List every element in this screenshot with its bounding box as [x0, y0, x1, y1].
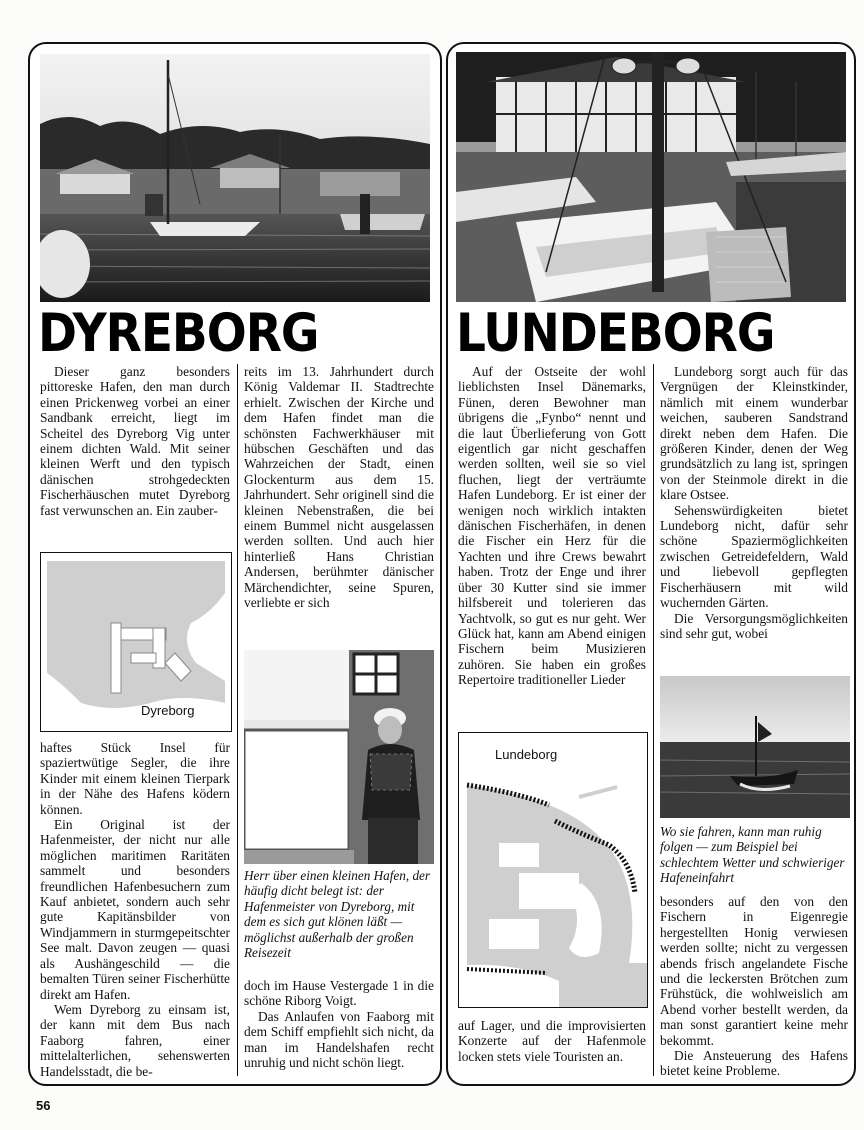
lundeborg-column-1-bottom [458, 1018, 646, 1064]
lundeborg-column-1-top [458, 364, 646, 688]
paragraph: Die Ansteuerung des Hafens bietet keine Probleme. [660, 1048, 848, 1079]
paragraph: Ein Original ist der Hafenmeister, der nicht nur alle möglichen maritimen Raritäten sammelt und besonders freundlichen Hafenbesuchern zum Kauf anbietet, sondern auch sehr gute Kapitänsbilder von Windjammern in sturmgepeitschter See malt. Davon zeugen — quasi als Aushängeschild — die bemalten Türen seiner Fischerhütte direkt am Hafen. [40, 817, 230, 1002]
paragraph: Wem Dyreborg zu einsam ist, der kann mit dem Bus nach Faaborg fahren, einer mittelalterlichen, sehenswerten Handelsstadt, die be- [40, 1001, 230, 1079]
paragraph: auf Lager, und die improvisierten Konzerte auf der Hafenmole locken stets viele Touristen an. [458, 1018, 646, 1064]
dyreborg-article [28, 42, 442, 1086]
harbor-master-photo [244, 650, 434, 864]
fishing-boat-caption: Wo sie fahren, kann man ruhig folgen — zum Beispiel bei schlechtem Wetter und schwieriger Hafeneinfahrt [660, 824, 845, 886]
dyreborg-column-1-top [40, 364, 230, 518]
paragraph: besonders auf den von den Fischern in Eigenregie hergestellten Honig verwiesen werden sollte; nicht zu vergessen abends frisch angelandete Fische und die leckersten Brötchen zum Frühstück, die wohlweislich am Abend vorher bestellt werden, da man sonst garantiert keine mehr bekommt. [660, 894, 848, 1048]
lundeborg-headline: LUNDEBORG [456, 302, 775, 365]
dyreborg-headline: DYREBORG [38, 302, 319, 365]
column-divider [653, 364, 654, 1076]
paragraph: Die Versorgungsmöglichkeiten sind sehr gut, wobei [660, 610, 848, 641]
paragraph: Sehenswürdigkeiten bietet Lundeborg nicht, dafür sehr schöne Spaziermöglichkeiten zwischen Getreidefeldern, Wald und liebevoll gepflegten Fischerhäusern mit wild wuchernden Gärten. [660, 502, 848, 611]
harbor-master-caption: Herr über einen kleinen Hafen, der häufig dicht belegt ist: der Hafenmeister von Dyreborg, mit dem es sich gut klönen läßt — möglichst außerhalb der großen Reisezeit [244, 868, 431, 961]
paragraph: doch im Hause Vestergade 1 in die schöne Riborg Voigt. [244, 978, 434, 1009]
lundeborg-article [446, 42, 856, 1086]
paragraph: Dieser ganz besonders pittoreske Hafen, den man durch einen Prickenweg vorbei an einer Sandbank erreicht, liegt im Scheitel des Dyreborg Vig unter einem dichten Wald. Mit seiner kleinen Werft und den typisch dänischen strohgedeckten Fischerhäuschen mutet Dyreborg fast verwunschen an. Ein zauber- [40, 364, 230, 518]
lundeborg-column-2-top [660, 364, 848, 641]
lundeborg-harbor-photo [456, 52, 846, 302]
dyreborg-map-label: Dyreborg [141, 703, 195, 718]
paragraph: haftes Stück Insel für spaziertwütige Segler, die ihre Kinder mit einem kleinen Tierpark in der Nähe des Hafens ködern können. [40, 740, 230, 817]
lundeborg-map [458, 732, 648, 1008]
dyreborg-map [40, 552, 232, 732]
paragraph: Auf der Ostseite der wohl lieblichsten Insel Dänemarks, Fünen, deren Bewohner man übrigens die „Fynbo“ nennt und die laut Überlieferung von Gott eigentlich gar nicht geschaffen werden sollten, weil sie so viel fluchen, liegt der verträumte Hafen Lundeborg. Er ist einer der wenigen noch wirklich intakten dänischen Fischerhäfen, in denen die Fischer ein Herz für die Yachten und ihre Crews bewahrt haben. Trotz der Enge und ihrer über 30 Kutter sind sie immer hilfsbereit und tolerieren das Yachtvolk, so gut es nur geht. Wer Glück hat, kann am Abend einigen Fischern beim Musizieren zuhören. Sie haben ein großes Repertoire traditioneller Lieder [458, 364, 646, 688]
dyreborg-column-2-top [244, 364, 434, 611]
page-number: 56 [36, 1098, 51, 1113]
dyreborg-column-1-bottom [40, 740, 230, 1079]
dyreborg-harbor-photo [40, 54, 430, 302]
lundeborg-map-label: Lundeborg [495, 747, 558, 762]
fishing-boat-photo [660, 676, 850, 818]
paragraph: reits im 13. Jahrhundert durch König Valdemar II. Stadtrechte erhielt. Zwischen der Kirche und dem Hafen findet man die schönsten Fachwerkhäuser mit hübschen Geschäften und das Wahrzeichen der Stadt, einen Glockenturm aus dem 15. Jahrhundert. Sehr originell sind die kleinen Nebenstraßen, die bei einem Bummel nicht ausgelassen werden sollten. Und auch hier hinterließ Hans Christian Andersen, berühmter dänischer Märchendichter, seine Spuren, verliebte er sich [244, 364, 434, 611]
paragraph: Das Anlaufen von Faaborg mit dem Schiff empfiehlt sich nicht, da man im Handelshafen recht unruhig und nicht schön liegt. [244, 1008, 434, 1071]
column-divider [237, 364, 238, 1076]
lundeborg-column-2-bottom [660, 894, 848, 1079]
dyreborg-column-2-bottom [244, 978, 434, 1070]
paragraph: Lundeborg sorgt auch für das Vergnügen der Kleinstkinder, nämlich mit einem wunderbar weichen, sauberen Sandstrand direkt neben dem Hafen. Die größeren Kinder, denen der Weg grundsätzlich zu lang ist, springen von der Steinmole direkt in die klare Ostsee. [660, 364, 848, 503]
